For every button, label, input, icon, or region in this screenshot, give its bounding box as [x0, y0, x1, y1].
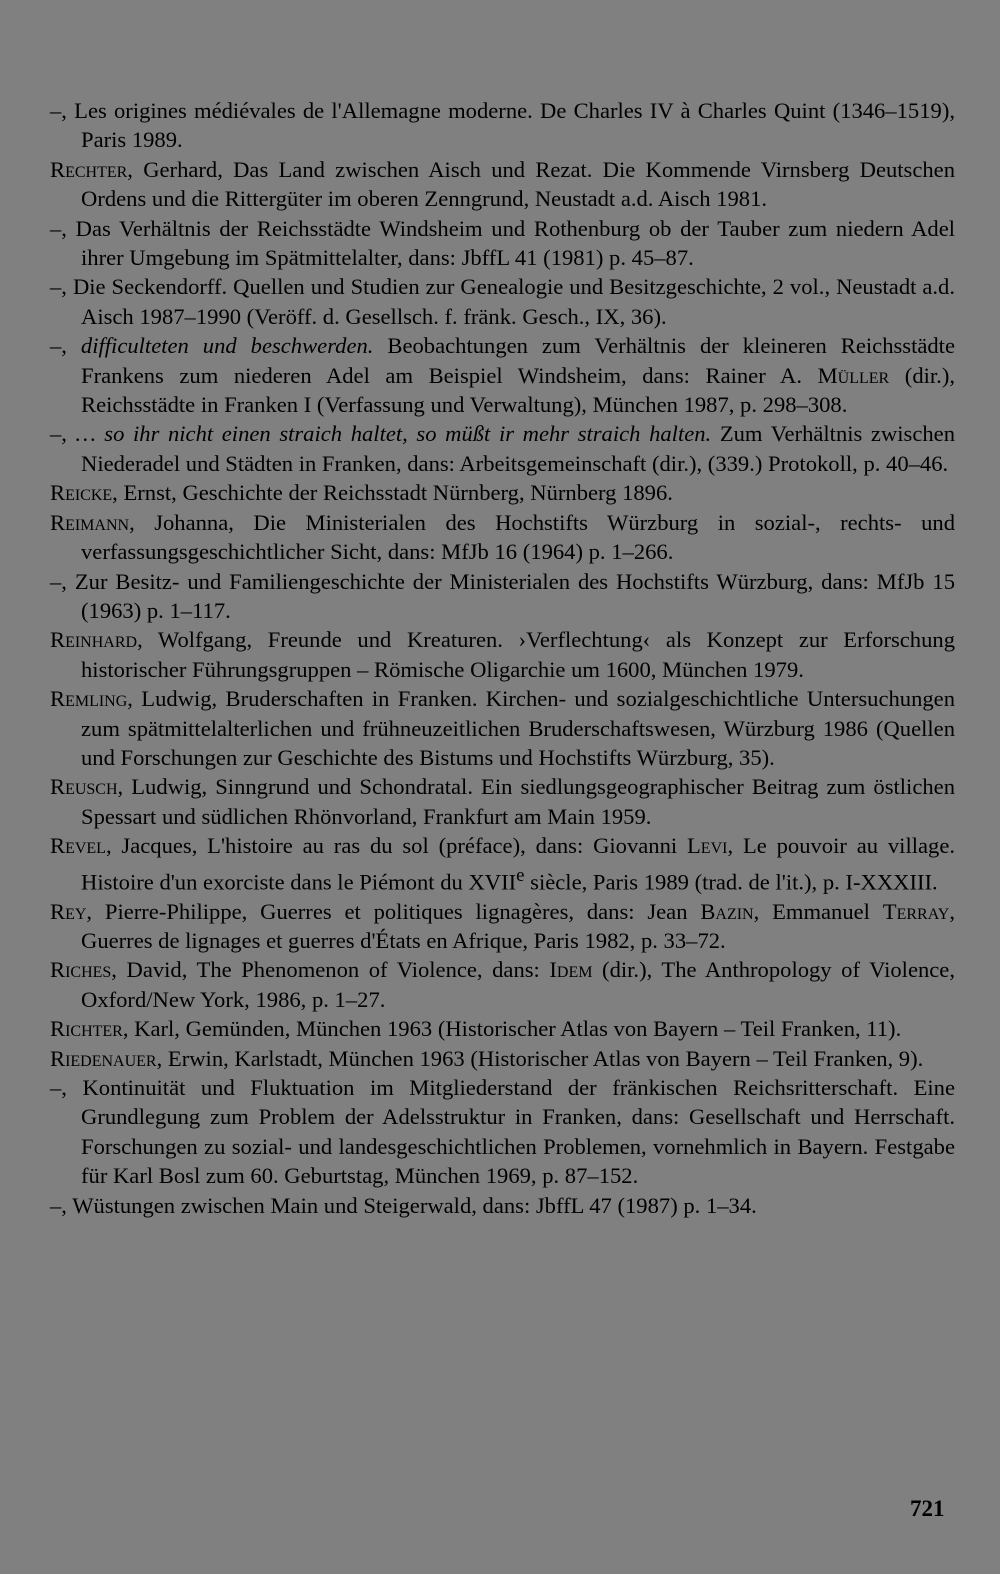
author-name: Riedenauer	[50, 1045, 157, 1071]
entry-text: , Pierre-Philippe, Guerres et politiques lignagères, dans: Jean	[86, 898, 701, 924]
ditto-mark: –,	[50, 98, 67, 123]
entry-text: , Karl, Gemünden, München 1963 (Historischer Atlas von Bayern – Teil Franken, 11).	[122, 1016, 902, 1042]
entry-text: Kontinuität und Fluktuation im Mitgliederstand der fränkischen Reichsritterschaft. Eine Grundlegung zum Problem der Adelsstruktur in Franken, dans: Gesellschaft und Herrschaft. Forschungen zu sozial- und landesgeschichtlichen Problemen, vornehmlich in Bayern. Festgabe für Karl Bosl zum 60. Geburtstag, München 1969, p. 87–152.	[66, 1074, 955, 1189]
entry-text: , Gerhard, Das Land zwischen Aisch und Rezat. Die Kommende Virnsberg Deutschen Ordens und die Rittergüter im oberen Zenngrund, Neustadt a.d. Aisch 1981.	[81, 156, 955, 212]
entry-text: , Emmanuel	[753, 898, 883, 924]
page-number: 721	[910, 1496, 945, 1521]
bibliography-entry	[50, 1044, 955, 1073]
entry-text: Les origines médiévales de l'Allemagne moderne. De Charles IV à Charles Quint (1346–1519), Paris 1989.	[66, 98, 955, 153]
ditto-mark: –,	[50, 421, 67, 447]
bibliography-entry	[50, 625, 955, 684]
entry-text: , Wolfgang, Freunde und Kreaturen. ›Verflechtung‹ als Konzept zur Erforschung historischer Führungsgruppen – Römische Oligarchie um 1600, München 1979.	[81, 627, 955, 682]
entry-text: (dir.), The Anthropology of Violence, Oxford/New York, 1986, p. 1–27.	[81, 957, 955, 1012]
bibliography-entry	[50, 897, 955, 956]
entry-italic-title: difficulteten und beschwerden.	[66, 333, 374, 359]
author-name: Revel	[50, 833, 106, 859]
superscript: e	[516, 864, 525, 886]
entry-text: Das Verhältnis der Reichsstädte Windsheim und Rothenburg ob der Tauber zum niedern Adel ihrer Umgebung im Spätmittelalter, dans: JbffL 41 (1981) p. 45–87.	[66, 215, 955, 271]
bibliography-entry	[50, 508, 955, 567]
bibliography-entry	[50, 331, 955, 419]
bibliography-entry	[50, 214, 955, 273]
ditto-mark: –,	[50, 274, 67, 300]
ditto-mark: –,	[50, 333, 67, 359]
author-name: Remling	[50, 686, 128, 712]
entry-text: Zur Besitz- und Familiengeschichte der Ministerialen des Hochstifts Würzburg, dans: MfJb 15 (1963) p. 1–117.	[66, 568, 955, 623]
entry-text: (dir.), Reichsstädte in Franken I (Verfassung und Verwaltung), München 1987, p. 298–308.	[81, 362, 955, 418]
author-name: Richter	[50, 1016, 123, 1042]
entry-text: Zum Verhältnis zwischen Niederadel und Städten in Franken, dans: Arbeitsgemeinschaft (dir.), (339.) Protokoll, p. 40–46.	[81, 421, 956, 476]
bibliography-list	[50, 96, 955, 1220]
author-name: Riches	[50, 957, 112, 983]
entry-text: Wüstungen zwischen Main und Steigerwald, dans: JbffL 47 (1987) p. 1–34.	[66, 1192, 757, 1218]
bibliography-entry	[50, 419, 955, 478]
ditto-mark: –,	[50, 1192, 67, 1218]
author-name: Rey	[50, 898, 87, 924]
bibliography-entry	[50, 684, 955, 772]
bibliography-entry	[50, 1191, 955, 1220]
entry-text: , David, The Phenomenon of Violence, dans:	[111, 957, 550, 983]
entry-text: , Guerres de lignages et guerres d'États en Afrique, Paris 1982, p. 33–72.	[81, 898, 955, 953]
bibliography-entry	[50, 772, 955, 831]
author-name: Reusch	[50, 774, 118, 800]
entry-text: , Ernst, Geschichte der Reichsstadt Nürnberg, Nürnberg 1896.	[112, 480, 673, 506]
entry-text: , Johanna, Die Ministerialen des Hochstifts Würzburg in sozial-, rechts- und verfassungsgeschichtlicher Sicht, dans: MfJb 16 (1964) p. 1–266.	[81, 509, 955, 565]
author-name: Rechter	[50, 156, 128, 182]
entry-text: , Ludwig, Bruderschaften in Franken. Kirchen- und sozialgeschichtliche Untersuchungen zum spätmittelalterlichen und frühneuzeitlichen Bruderschaftswesen, Würzburg 1986 (Quellen und Forschungen zur Geschichte des Bistums und Hochstifts Würzburg, 35).	[81, 686, 955, 770]
entry-text: Beobachtungen zum Verhältnis der kleineren Reichsstädte Frankens zum niederen Adel am Beispiel Windsheim, dans: Rainer A.	[81, 333, 955, 388]
ditto-mark: –,	[50, 568, 67, 594]
bibliography-entry	[50, 272, 955, 331]
editor-name: Müller	[817, 362, 890, 388]
bibliography-entry	[50, 567, 955, 626]
editor-name: Levi	[687, 833, 728, 859]
entry-text: , Erwin, Karlstadt, München 1963 (Historischer Atlas von Bayern – Teil Franken, 9).	[156, 1045, 924, 1071]
author-name: Reicke	[50, 480, 113, 506]
bibliography-entry	[50, 1073, 955, 1191]
ditto-mark: –,	[50, 215, 67, 241]
editor-name: Idem	[549, 957, 593, 983]
ditto-mark: –,	[50, 1074, 67, 1100]
bibliography-entry	[50, 1014, 955, 1043]
entry-text: siècle, Paris 1989 (trad. de l'it.), p. I-XXXIII.	[524, 869, 938, 895]
author-name: Reimann	[50, 509, 130, 535]
entry-italic-title: … so ihr nicht einen straich haltet, so müßt ir mehr straich halten.	[66, 421, 712, 447]
bibliography-entry	[50, 478, 955, 507]
editor-name: Terray	[882, 898, 950, 924]
editor-name: Bazin	[700, 898, 754, 924]
bibliography-entry	[50, 96, 955, 155]
bibliography-entry	[50, 831, 955, 896]
entry-text: , Ludwig, Sinngrund und Schondratal. Ein siedlungsgeographischer Beitrag zum östlichen Spessart und südlichen Rhönvorland, Frankfurt am Main 1959.	[81, 774, 955, 829]
author-name: Reinhard	[50, 627, 138, 653]
entry-text: , Jacques, L'histoire au ras du sol (préface), dans: Giovanni	[105, 833, 687, 859]
entry-text: Die Seckendorff. Quellen und Studien zur Genealogie und Besitzgeschichte, 2 vol., Neustadt a.d. Aisch 1987–1990 (Veröff. d. Gesellsch. f. fränk. Gesch., IX, 36).	[66, 274, 955, 329]
entry-text: , Le pouvoir au village. Histoire d'un exorciste dans le Piémont du XVII	[81, 833, 955, 895]
bibliography-entry	[50, 155, 955, 214]
bibliography-entry	[50, 955, 955, 1014]
